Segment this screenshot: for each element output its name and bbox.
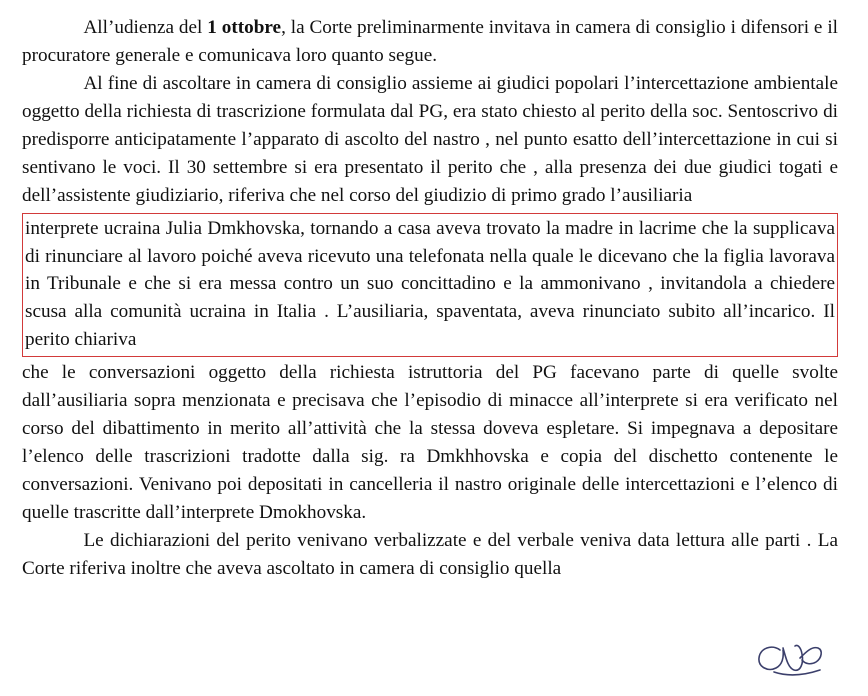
document-body (22, 14, 838, 583)
paragraph-1-segment-1: All’udienza del (83, 17, 208, 38)
signature-icon (750, 628, 830, 682)
paragraph-1 (22, 14, 838, 70)
paragraph-1-segment-3: , la Corte preliminarmente invitava in camera di consiglio i difensori e il procuratore generale e comunicava loro quanto segue. (22, 17, 839, 66)
paragraph-2 (22, 70, 838, 210)
paragraph-4 (22, 359, 838, 527)
handwritten-signature (750, 628, 830, 682)
paragraph-4-text: che le conversazioni oggetto della richiesta istruttoria del PG facevano parte di quelle svolte dall’ausiliaria sopra menzionata e precisava che l’episodio di minacce all’interprete si era verificato nel corso del dibattimento in merito all’attività che la stessa doveva espletare. Si impegnava a depositare l’elenco delle trascrizioni tradotte dalla sig. ra Dmkhhovska e copia del dischetto contenente le conversazioni. Venivano poi depositati in cancelleria il nastro originale delle intercettazioni e l’elenco di quelle trascritte dall’interprete Dmokhovska. (22, 362, 838, 523)
red-box-annotation (22, 213, 838, 358)
paragraph-2-text: Al fine di ascoltare in camera di consiglio assieme ai giudici popolari l’intercettazione ambientale oggetto della richiesta di trascrizione formulata dal PG, era stato chiesto al perito della soc. Sentoscrivo di predisporre anticipatamente l’apparato di ascolto del nastro , nel punto esatto dell’intercettazione in cui si sentivano le voci. Il 30 settembre si era presentato il perito che , alla presenza dei due giudici togati e dell’assistente giudiziario, riferiva che nel corso del giudizio di primo grado l’ausiliaria (22, 72, 838, 206)
paragraph-1-date-bold: 1 ottobre (207, 17, 282, 38)
paragraph-5 (22, 527, 838, 583)
highlighted-paragraph: interprete ucraina Julia Dmkhovska, tornando a casa aveva trovato la madre in lacrime che la supplicava di rinunciare al lavoro poiché aveva ricevuto una telefonata nella quale le dicevano che la figlia lavorava in Tribunale e che si era messa contro un suo concittadino e la ammonivano , invitandola a chiedere scusa alla comunità ucraina in Italia . L’ausiliaria, spaventata, aveva rinunciato subito all’incarico. Il perito chiariva (25, 217, 835, 351)
paragraph-5-text: Le dichiarazioni del perito venivano verbalizzate e del verbale veniva data lettura alle parti . La Corte riferiva inoltre che aveva ascoltato in camera di consiglio quella (22, 529, 838, 579)
